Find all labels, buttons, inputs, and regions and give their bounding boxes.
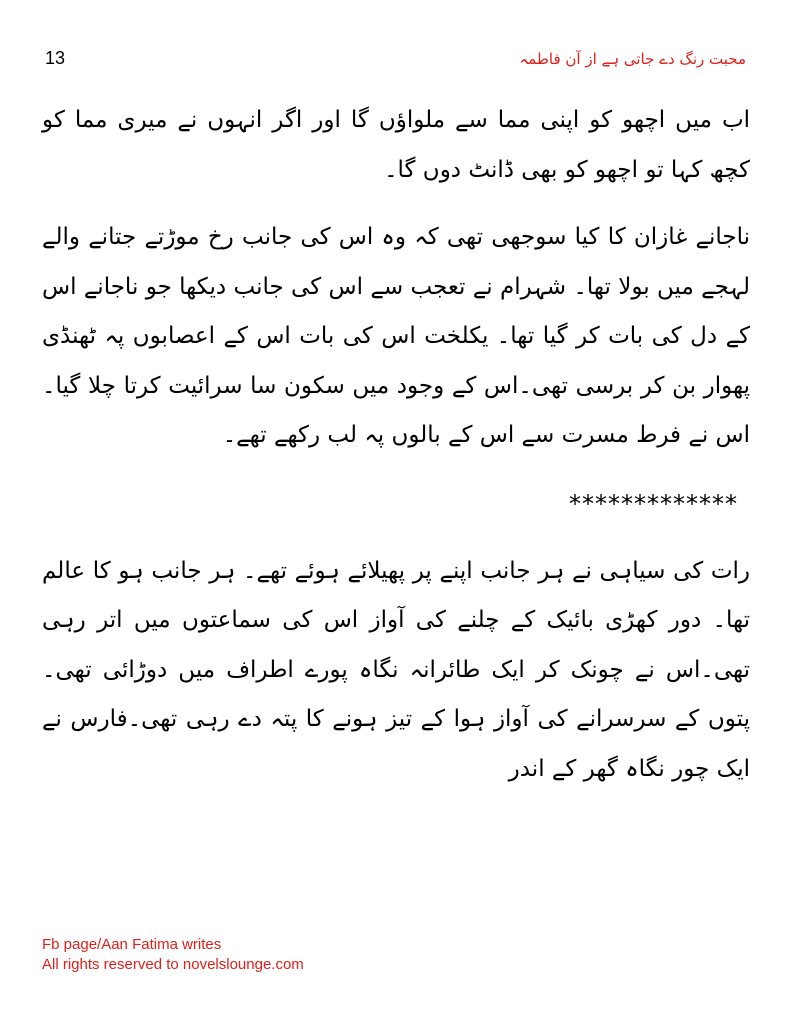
running-header: محبت رنگ دے جاتی ہے از آن فاطمہ — [519, 50, 746, 68]
footer-line-rights: All rights reserved to novelslounge.com — [42, 956, 304, 973]
footer-line-facebook: Fb page/Aan Fatima writes — [42, 936, 222, 953]
footer — [42, 935, 304, 975]
section-divider: ************* — [569, 489, 738, 518]
paragraph: اب میں اچھو کو اپنی مما سے ملواؤں گا اور اگر انہوں نے میری مما کو کچھ کہا تو اچھو کو بھی ڈانٹ دوں گا۔ — [42, 107, 750, 183]
body-text — [42, 96, 750, 794]
page-number: 13 — [45, 48, 66, 68]
paragraph: رات کی سیاہی نے ہر جانب اپنے پر پھیلائے ہوئے تھے۔ ہر جانب ہو کا عالم تھا۔ دور کھڑی بائیک کے چلنے کی آواز اس کی سماعتوں میں اتر رہی تھی۔اس نے چونک کر ایک طائرانہ نگاہ پورے اطراف میں دوڑائی تھی۔پتوں کے سرسرانے کی آواز ہوا کے تیز ہونے کا پتہ دے رہی تھی۔فارس نے ایک چور نگاہ گھر کے اندر — [42, 557, 750, 782]
paragraph: ناجانے غازان کا کیا سوجھی تھی کہ وہ اس کی جانب رخ موڑتے جتانے والے لہجے میں بولا تھا۔ شہرام نے تعجب سے اس کی جانب دیکھا جو ناجانے اس کے دل کی بات کر گیا تھا۔ یکلخت اس کی بات اس کے اعصابوں پہ ٹھنڈی پھوار بن کر برسی تھی۔اس کے وجود میں سکون سا سرائیت کرتا چلا گیا۔اس نے فرط مسرت سے اس کے بالوں پہ لب رکھے تھے۔ — [42, 224, 750, 448]
